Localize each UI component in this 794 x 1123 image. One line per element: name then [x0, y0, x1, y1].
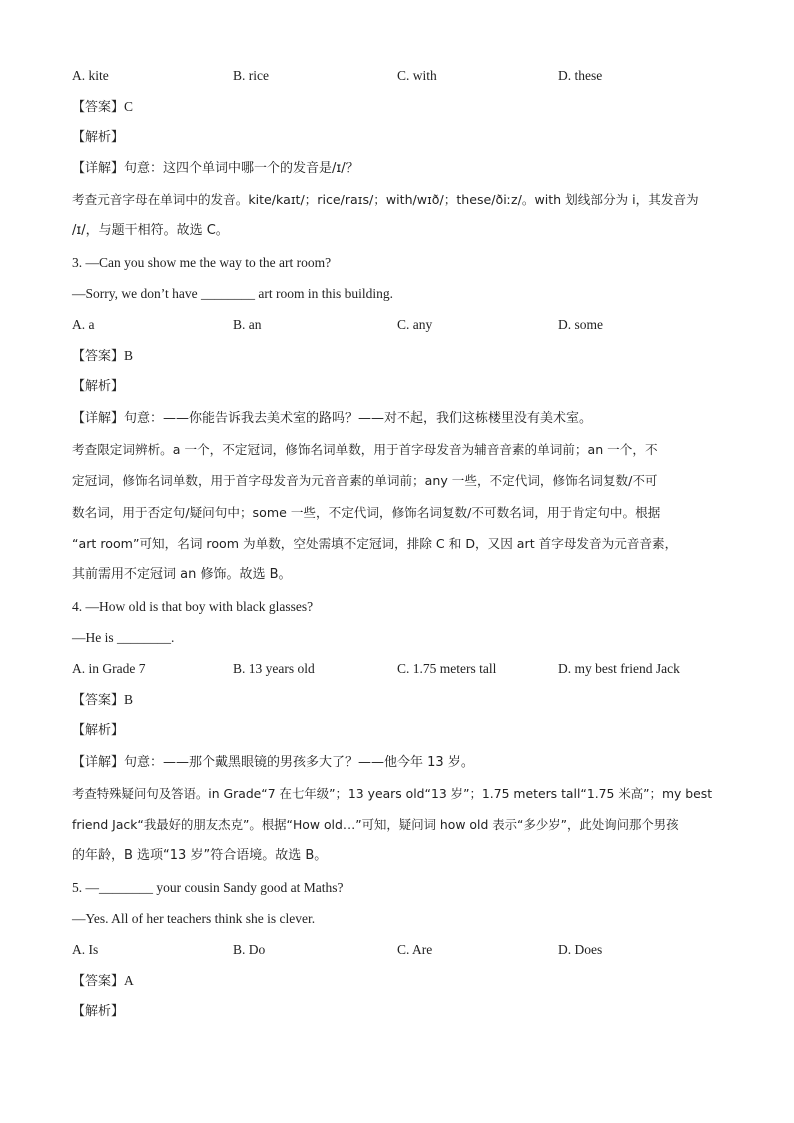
q2-option-c: C. with — [397, 68, 437, 83]
q3-option-d: D. some — [558, 317, 603, 332]
q5-option-d: D. Does — [558, 942, 603, 957]
q3-option-b: B. an — [233, 317, 262, 332]
analysis-tag: 【解析】 — [72, 1004, 125, 1019]
q3-explain-4: “art room”可知，名词 room 为单数，空处需填不定冠词，排除 C 和 D，又因 art 首字母发音为元音音素， — [72, 536, 678, 551]
q5-stem-2: —Yes. All of her teachers think she is clever. — [72, 911, 316, 926]
q5-option-a: A. Is — [72, 942, 99, 957]
answer-tag: 【答案】 — [72, 693, 125, 708]
q2-option-d: D. these — [558, 68, 603, 83]
q2-explain-2: /ɪ/，与题干相符。故选 C。 — [72, 223, 229, 238]
q3-detail-line — [72, 410, 592, 428]
q4-explain-1: 考查特殊疑问句及答语。in Grade“7 在七年级”；13 years old“13 岁”；1.75 meters tall“1.75 米高”；my best — [72, 786, 713, 801]
q2-option-a: A. kite — [72, 68, 109, 83]
analysis-tag: 【解析】 — [72, 130, 125, 145]
q3-explain-5: 其前需用不定冠词 an 修饰。故选 B。 — [72, 567, 292, 582]
answer-value: C — [124, 99, 134, 114]
detail-tag: 【详解】 — [72, 411, 125, 426]
q4-option-d: D. my best friend Jack — [558, 661, 680, 676]
detail-tag: 【详解】 — [72, 161, 125, 176]
answer-value: B — [124, 692, 134, 707]
q4-stem-1: 4. —How old is that boy with black glasses? — [72, 599, 314, 614]
q4-option-a: A. in Grade 7 — [72, 661, 146, 676]
answer-value: B — [124, 348, 134, 363]
q2-option-b: B. rice — [233, 68, 269, 83]
detail-text: 句意：——你能告诉我去美术室的路吗？——对不起，我们这栋楼里没有美术室。 — [124, 411, 593, 426]
detail-tag: 【详解】 — [72, 755, 125, 770]
answer-value: A — [124, 973, 134, 988]
q2-detail-line — [72, 160, 359, 178]
q3-stem-2: —Sorry, we don’t have ________ art room in this building. — [72, 286, 393, 301]
answer-tag: 【答案】 — [72, 974, 125, 989]
q3-option-c: C. any — [397, 317, 433, 332]
q5-answer-line — [72, 972, 134, 991]
analysis-tag: 【解析】 — [72, 723, 125, 738]
q2-answer-line — [72, 98, 133, 117]
q4-detail-line — [72, 754, 474, 772]
q5-option-c: C. Are — [397, 942, 433, 957]
detail-text: 句意：这四个单词中哪一个的发音是/ɪ/？ — [124, 161, 359, 176]
q3-explain-3: 数名词，用于否定句/疑问句中；some 一些，不定代词，修饰名词复数/不可数名词，用于肯定句中。根据 — [72, 505, 661, 520]
q3-option-a: A. a — [72, 317, 95, 332]
answer-tag: 【答案】 — [72, 349, 125, 364]
answer-tag: 【答案】 — [72, 100, 125, 115]
q3-explain-1: 考查限定词辨析。a 一个，不定冠词，修饰名词单数，用于首字母发音为辅音音素的单词前；an 一个，不 — [72, 442, 658, 457]
q3-stem-1: 3. —Can you show me the way to the art room? — [72, 255, 332, 270]
q4-option-b: B. 13 years old — [233, 661, 315, 676]
q3-explain-2: 定冠词，修饰名词单数，用于首字母发音为元音音素的单词前；any 一些，不定代词，修饰名词复数/不可 — [72, 473, 658, 488]
q4-explain-3: 的年龄，B 选项“13 岁”符合语境。故选 B。 — [72, 848, 328, 863]
q2-explain-1: 考查元音字母在单词中的发音。kite/kaɪt/；rice/raɪs/；with/wɪð/；these/ðiːz/。with 划线部分为 i，其发音为 — [72, 192, 699, 207]
analysis-tag: 【解析】 — [72, 379, 125, 394]
q3-answer-line — [72, 347, 133, 366]
q4-explain-2: friend Jack“我最好的朋友杰克”。根据“How old…”可知，疑问词 how old 表示“多少岁”，此处询问那个男孩 — [72, 817, 679, 832]
q4-answer-line — [72, 691, 133, 710]
q4-stem-2: —He is ________. — [72, 630, 175, 645]
q4-option-c: C. 1.75 meters tall — [397, 661, 497, 676]
detail-text: 句意：——那个戴黑眼镜的男孩多大了？——他今年 13 岁。 — [124, 755, 474, 770]
q5-stem-1: 5. —________ your cousin Sandy good at Maths? — [72, 880, 344, 895]
q5-option-b: B. Do — [233, 942, 266, 957]
